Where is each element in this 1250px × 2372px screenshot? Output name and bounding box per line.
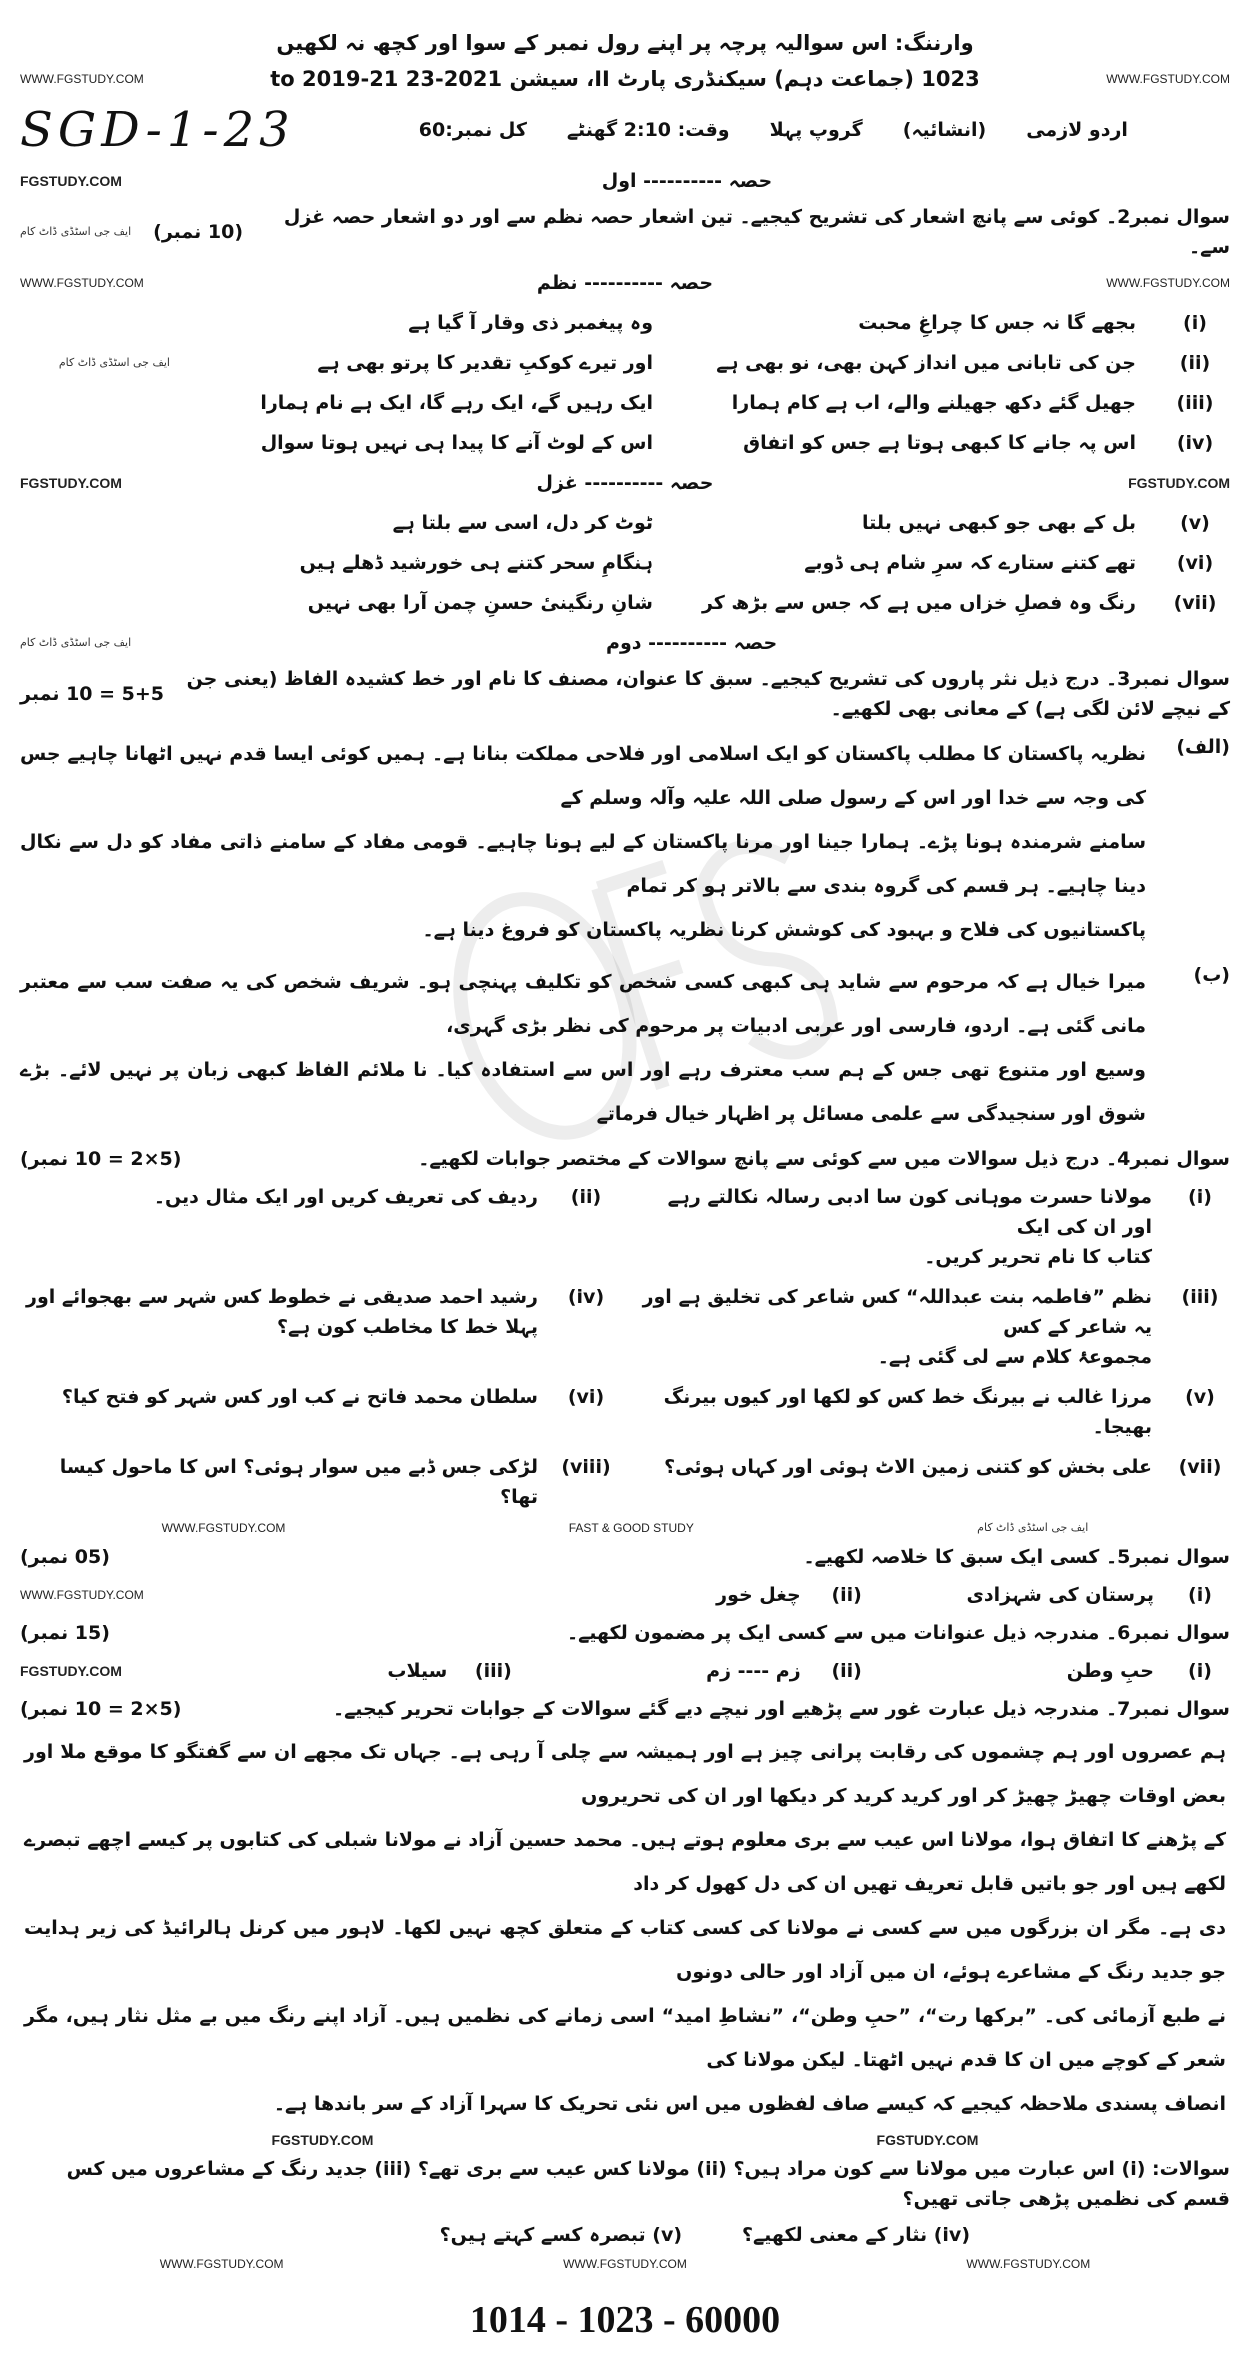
question-marks: (5×2 = 10 نمبر) <box>20 1148 182 1170</box>
item-number: (ii) <box>831 1660 862 1682</box>
question-6-row <box>20 1618 1230 1648</box>
verse-number: (vi) <box>1176 552 1214 574</box>
question-4: سوال نمبر4۔ درج ذیل سوالات میں سے کوئی سے پانچ سوالات کے مختصر جوابات لکھیے۔ <box>418 1148 1230 1170</box>
verse-second-line: وہ پیغمبر ذی وقار آ گیا ہے <box>408 312 653 334</box>
passage-body <box>20 732 1146 952</box>
passage-line: پاکستانیوں کی فلاح و بہبود کی کوشش کرنا نظریہ پاکستان کو فروغ دینا ہے۔ <box>422 919 1146 941</box>
question-4-row <box>20 1144 1230 1174</box>
item-number: (v) <box>1185 1386 1215 1408</box>
passage-label: (ب) <box>1193 964 1230 986</box>
item-cell <box>20 1282 538 1342</box>
total-marks: کل نمبر:60 <box>418 119 527 141</box>
item-text: مرزا غالب نے بیرنگ خط کس کو لکھا اور کیوں بیرنگ بھیجا۔ <box>663 1386 1152 1438</box>
nazm-verses <box>20 308 1230 458</box>
paper-code-line: 1023 (جماعت دہم) سیکنڈری پارٹ II، سیشن 2021-23 to 2019-21 <box>270 67 980 91</box>
question-3: سوال نمبر3۔ درج ذیل نثر پاروں کی تشریح کیجیے۔ سبق کا عنوان، مصنف کا نام اور خط کشیدہ الفاظ (یعنی جن کے نیچے لائن لگی ہے) کے معانی بھی لکھیے۔ <box>186 668 1230 720</box>
footer-code: 1014 - 1023 - 60000 <box>469 2299 781 2341</box>
item-text-continued: مجموعۂ کلام سے لی گئی ہے۔ <box>877 1346 1152 1368</box>
item-text: سیلاب <box>387 1660 448 1682</box>
warning-line: وارننگ: اس سوالیہ پرچہ پر اپنے رول نمبر کے سوا اور کچھ نہ لکھیں <box>276 31 974 55</box>
question-5-row <box>20 1542 1230 1572</box>
watermark: FGSTUDY.COM <box>271 2132 374 2148</box>
watermark: ایف جی اسٹڈی ڈاٹ کام <box>20 225 132 238</box>
item-text: پرستان کی شہزادی <box>966 1584 1154 1606</box>
question-marks: (10 نمبر) <box>153 221 244 243</box>
verse-row <box>20 548 1230 578</box>
item-text: مولانا حسرت موہانی کون سا ادبی رسالہ نکالتے رہے اور ان کی ایک <box>667 1186 1152 1238</box>
watermark: WWW.FGSTUDY.COM <box>1106 276 1230 290</box>
question-5: سوال نمبر5۔ کسی ایک سبق کا خلاصہ لکھیے۔ <box>803 1546 1230 1568</box>
item-cell <box>634 1382 1152 1442</box>
passage-line: سامنے شرمندہ ہونا پڑے۔ ہمارا جینا اور مرنا پاکستان کے لیے ہونا چاہیے۔ قومی مفاد کے سامنے ذاتی مفاد کو دل سے نکال دینا چاہیے۔ ہر قسم کی گروہ بندی سے بالاتر ہو کر تمام <box>20 831 1146 897</box>
subject-row <box>20 100 1230 160</box>
ghazal-verses <box>20 508 1230 618</box>
watermark: WWW.FGSTUDY.COM <box>1106 72 1230 86</box>
item-number: (viii) <box>561 1456 611 1478</box>
verse-number: (iv) <box>1176 432 1214 454</box>
item-text: چغل خور <box>716 1584 801 1606</box>
verse-number: (ii) <box>1179 352 1211 374</box>
verse-second-line: اور تیرے کوکبِ تقدیر کا پرتو بھی ہے <box>317 352 653 374</box>
question-2-row <box>20 202 1230 262</box>
comprehension-passage <box>20 1730 1230 2126</box>
item-number: (vi) <box>567 1386 605 1408</box>
item-text: حبِ وطن <box>1066 1660 1154 1682</box>
group: گروپ پہلا <box>769 119 863 141</box>
watermark: WWW.FGSTUDY.COM <box>20 276 144 290</box>
subject: اردو لازمی <box>1026 119 1128 141</box>
item-number: (iv) <box>567 1286 605 1308</box>
verse-first-line: تھے کتنے ستارے کہ سرِ شام ہی ڈوبے <box>804 552 1136 574</box>
question-6: سوال نمبر6۔ مندرجہ ذیل عنوانات میں سے کسی ایک پر مضمون لکھیے۔ <box>566 1622 1230 1644</box>
time: وقت: 2:10 گھنٹے <box>566 119 730 141</box>
item-cell <box>20 1452 538 1512</box>
comprehension-questions: سوالات: (i) اس عبارت میں مولانا سے کون مراد ہیں؟ (ii) مولانا کس عیب سے بری تھے؟ (iii) جدید رنگ کے مشاعروں میں کس قسم کی نظمیں پڑھی جاتی تھیں؟ <box>66 2158 1230 2210</box>
item-text: رشید احمد صدیقی نے خطوط کس شہر سے بھجوائے اور پہلا خط کا مخاطب کون ہے؟ <box>26 1286 538 1338</box>
item-number: (ii) <box>831 1584 862 1606</box>
item-number: (iii) <box>1181 1286 1219 1308</box>
verse-number: (vii) <box>1173 592 1217 614</box>
verse-row <box>20 428 1230 458</box>
verse-second-line: شانِ رنگینیٔ حسنِ چمن آرا بھی نہیں <box>307 592 653 614</box>
verse-second-line: اس کے لوٹ آنے کا پیدا ہی نہیں ہوتا سوال <box>260 432 653 454</box>
item-cell <box>20 1382 538 1412</box>
verse-second-line: ہنگامِ سحر کتنے ہی خورشید ڈھلے ہیں <box>299 552 653 574</box>
verse-number: (i) <box>1183 312 1207 334</box>
section-heading: حصہ ---------- دوم <box>606 632 778 654</box>
nazm-heading-row <box>20 268 1230 298</box>
comprehension-questions-row <box>20 2154 1230 2214</box>
watermark: FGSTUDY.COM <box>20 1663 122 1679</box>
passage-line: دی ہے۔ مگر ان بزرگوں میں سے کسی نے مولانا کی کسی کتاب کے متعلق کچھ نہیں لکھا۔ لاہور میں کرنل ہالرائیڈ کی زیر ہدایت جو جدید رنگ کے مشاعرے ہوئے، ان میں آزاد اور حالی دونوں <box>24 1917 1226 1983</box>
item-number: (vii) <box>1178 1456 1222 1478</box>
paper-type: (انشائیہ) <box>902 119 987 141</box>
verse-first-line: جھیل گئے دکھ جھیلنے والے، اب ہے کام ہمارا <box>731 392 1136 414</box>
passage-body <box>20 960 1146 1136</box>
comprehension-question: (v) تبصرہ کسے کہتے ہیں؟ <box>439 2224 683 2246</box>
passage-line: ہم عصروں اور ہم چشموں کی رقابت پرانی چیز ہے اور ہمیشہ سے چلی آ رہی ہے۔ جہاں تک مجھے ان سے گفتگو کا موقع ملا اور بعض اوقات چھیڑ چھیڑ کر اور کرید کرید کر دیکھا اور ان کی تحریروں <box>24 1741 1226 1807</box>
watermark: ایف جی اسٹڈی ڈاٹ کام <box>977 1521 1089 1534</box>
watermark: WWW.FGSTUDY.COM <box>20 72 144 86</box>
item-text: لڑکی جس ڈبے میں سوار ہوئی؟ اس کا ماحول کیسا تھا؟ <box>59 1456 538 1508</box>
watermark: ایف جی اسٹڈی ڈاٹ کام <box>20 636 132 649</box>
section-heading-ghazal: حصہ ---------- غزل <box>536 472 714 494</box>
item-cell <box>634 1282 1152 1372</box>
verse-row <box>20 308 1230 338</box>
watermark-row <box>20 1520 1230 1536</box>
item-text: نظم ”فاطمہ بنت عبداللہ“ کس شاعر کی تخلیق ہے اور یہ شاعر کے کس <box>642 1286 1152 1338</box>
comprehension-question: (iv) نثار کے معنی لکھیے؟ <box>742 2224 970 2246</box>
verse-number: (iii) <box>1176 392 1214 414</box>
item-text: ردیف کی تعریف کریں اور ایک مثال دیں۔ <box>153 1186 538 1208</box>
question-marks: (5×2 = 10 نمبر) <box>20 1698 182 1720</box>
watermark-tagline: FAST & GOOD STUDY <box>568 1521 694 1535</box>
watermark: WWW.FGSTUDY.COM <box>161 1521 286 1535</box>
watermark: WWW.FGSTUDY.COM <box>966 2257 1091 2271</box>
watermark: FGSTUDY.COM <box>20 173 122 189</box>
verse-second-line: ایک رہیں گے، ایک رہے گا، ایک ہے نام ہمارا <box>260 392 653 414</box>
item-text: علی بخش کو کتنی زمین الاٹ ہوئی اور کہاں ہوئی؟ <box>664 1456 1152 1478</box>
item-number: (iii) <box>474 1660 512 1682</box>
verse-number: (v) <box>1180 512 1210 534</box>
section-heading-nazm: حصہ ---------- نظم <box>536 272 714 294</box>
watermark: WWW.FGSTUDY.COM <box>20 1588 144 1602</box>
item-number: (i) <box>1188 1660 1212 1682</box>
item-text: زم ---- زم <box>706 1660 801 1682</box>
item-text: سلطان محمد فاتح نے کب اور کس شہر کو فتح کیا؟ <box>61 1386 538 1408</box>
question-3-row <box>20 664 1230 724</box>
verse-row <box>20 588 1230 618</box>
question-7: سوال نمبر7۔ مندرجہ ذیل عبارت غور سے پڑھیے اور نیچے دیے گئے سوالات کے جوابات تحریر کیجیے۔ <box>333 1698 1230 1720</box>
item-number: (i) <box>1188 1186 1212 1208</box>
question-7-row <box>20 1694 1230 1724</box>
verse-row <box>20 348 1230 378</box>
handwritten-code: SGD-1-23 <box>20 102 295 158</box>
watermark: ایف جی اسٹڈی ڈاٹ کام <box>58 356 170 369</box>
item-number: (i) <box>1188 1584 1212 1606</box>
subject-line <box>317 115 1230 145</box>
comprehension-questions-row <box>20 2220 1230 2250</box>
question-marks: 5+5 = 10 نمبر <box>20 683 165 705</box>
question-6-items <box>20 1656 1230 1686</box>
verse-second-line: ٹوٹ کر دل، اسی سے بلتا ہے <box>392 512 653 534</box>
watermark: FGSTUDY.COM <box>1128 475 1230 491</box>
question-marks: (05 نمبر) <box>20 1546 110 1568</box>
verse-first-line: اس پہ جانے کا کبھی ہوتا ہے جس کو اتفاق <box>743 432 1136 454</box>
verse-row <box>20 388 1230 418</box>
watermark: WWW.FGSTUDY.COM <box>159 2257 284 2271</box>
section-heading-row <box>20 628 1230 658</box>
section-heading: حصہ ---------- اول <box>601 170 773 192</box>
item-cell <box>20 1182 538 1212</box>
ghazal-heading-row <box>20 468 1230 498</box>
verse-first-line: بل کے بھی جو کبھی نہیں بلتا <box>862 512 1136 534</box>
watermark-row <box>20 2256 1230 2272</box>
passage-line: میرا خیال ہے کہ مرحوم سے شاید ہی کبھی کسی شخص کو تکلیف پہنچی ہو۔ شریف شخص کی یہ صفت سب سے معتبر مانی گئی ہے۔ اردو، فارسی اور عربی ادبیات پر مرحوم کی نظر بڑی گہری، <box>20 971 1146 1037</box>
paper-code-row <box>20 64 1230 94</box>
verse-first-line: جن کی تابانی میں انداز کہن بھی، نو بھی ہے <box>716 352 1136 374</box>
question-4-items <box>20 1182 1230 1512</box>
passage-line: وسیع اور متنوع تھی جس کے ہم سب معترف رہے اور اس سے استفادہ کیا۔ نا ملائم الفاظ کبھی زبان پر نہیں لائے۔ بڑے شوق اور سنجیدگی سے علمی مسائل پر اظہار خیال فرماتے <box>20 1059 1146 1125</box>
passage-line: انصاف پسندی ملاحظہ کیجیے کہ کیسے صاف لفظوں میں اس نئی تحریک کا سہرا آزاد کے سر باندھا ہے۔ <box>273 2093 1226 2115</box>
question-5-items <box>20 1580 1230 1610</box>
watermark-row <box>20 2132 1230 2148</box>
passage-label: (الف) <box>1176 736 1230 758</box>
watermark: FGSTUDY.COM <box>876 2132 979 2148</box>
passage-line: نے طبع آزمائی کی۔ ”برکھا رت“، ”حبِ وطن“، ”نشاطِ امید“ اسی زمانے کی نظمیں ہیں۔ آزاد اپنے رنگ میں بے مثل نثار ہیں، مگر شعر کے کوچے میں ان کا قدم نہیں اٹھتا۔ لیکن مولانا کی <box>24 2005 1226 2071</box>
question-2: سوال نمبر2۔ کوئی سے پانچ اشعار کی تشریح کیجیے۔ تین اشعار حصہ نظم سے اور دو اشعار حصہ غزل سے۔ <box>283 206 1230 258</box>
item-number: (ii) <box>570 1186 602 1208</box>
verse-row <box>20 508 1230 538</box>
question-marks: (15 نمبر) <box>20 1622 110 1644</box>
warning-row <box>20 28 1230 58</box>
item-cell <box>634 1452 1152 1482</box>
item-cell <box>634 1182 1152 1272</box>
passage-alif <box>20 732 1230 952</box>
passage-bay <box>20 960 1230 1136</box>
passage-line: کے پڑھنے کا اتفاق ہوا، مولانا اس عیب سے بری معلوم ہوتے ہیں۔ محمد حسین آزاد نے مولانا شبلی کی کتابوں پر کیسے اچھے تبصرے لکھے ہیں اور جو باتیں قابل تعریف تھیں ان کی دل کھول کر داد <box>24 1829 1226 1895</box>
section-heading-row <box>20 166 1230 196</box>
watermark: FGSTUDY.COM <box>20 475 122 491</box>
watermark: WWW.FGSTUDY.COM <box>563 2257 687 2271</box>
verse-first-line: بجھے گا نہ جس کا چراغِ محبت <box>858 312 1136 334</box>
item-text-continued: کتاب کا نام تحریر کریں۔ <box>924 1246 1152 1268</box>
verse-first-line: رنگ وہ فصلِ خزاں میں ہے کہ جس سے بڑھ کر <box>701 592 1136 614</box>
passage-line: نظریہ پاکستان کا مطلب پاکستان کو ایک اسلامی اور فلاحی مملکت بنانا ہے۔ ہمیں کوئی ایسا قدم نہیں اٹھانا چاہیے جس کی وجہ سے خدا اور اس کے رسول صلی اللہ علیہ وآلہ وسلم کے <box>20 743 1146 809</box>
